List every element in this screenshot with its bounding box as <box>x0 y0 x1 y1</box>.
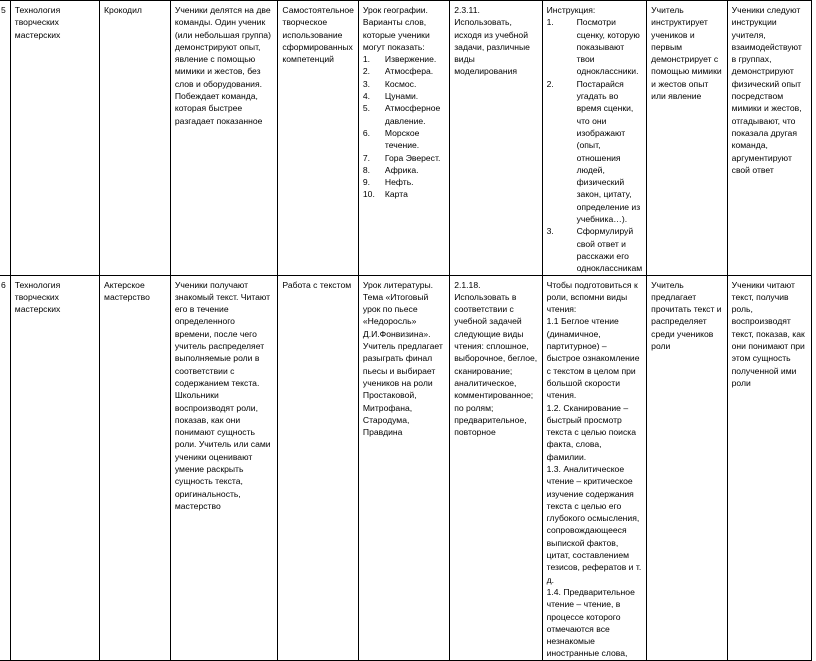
instruction-cell <box>542 1 647 276</box>
student-activity-cell: Ученики читают текст, получив роль, воспроизводят текст, показав, как они понимают при этом сущность полученной ими роли <box>727 275 811 660</box>
table-row <box>0 275 812 660</box>
example-intro: Урок географии. Варианты слов, которые ученики могут показать: <box>362 5 430 52</box>
row-number: 6 <box>0 275 10 660</box>
instruction-intro: Чтобы подготовиться к роли, вспомни виды чтения: <box>546 279 638 315</box>
skill-cell: 2.1.18. Использовать в соответствии с учебной задачей следующие виды чтения: сплошное, выборочное, беглое, сканирование; аналитическое, комментированное; по ролям; предварительное, повторное <box>450 275 542 660</box>
technology-cell: Технология творческих мастерских <box>10 275 99 660</box>
reading-type-block: 1.1 Беглое чтение (динамичное, партитурное) – быстрое ознакомление с текстом в целом при большой скорости чтения. <box>546 316 640 401</box>
list-item: 6. Морское течение. <box>362 127 420 151</box>
list-item: 8. Африка. <box>362 164 419 175</box>
reading-type-block: 1.4. Предварительное чтение – чтение, в процессе которого отмечаются все незнакомые иностранные слова, <box>546 586 635 659</box>
list-item: 3. Космос. <box>362 78 417 89</box>
teacher-activity-cell: Учитель инструктирует учеников и первым демонстрирует с помощью мимики и жестов опыт или явление <box>647 1 727 276</box>
instruction-list <box>547 16 643 274</box>
example-cell <box>358 1 449 276</box>
list-item: 3. Сформулируй свой ответ и расскажи его одноклассникам <box>546 226 643 274</box>
instruction-cell <box>542 275 647 660</box>
example-list <box>363 53 445 201</box>
teacher-activity-cell: Учитель предлагает прочитать текст и распределяет среди учеников роли <box>647 275 727 660</box>
list-item: 7. Гора Эверест. <box>362 152 441 163</box>
example-cell: Урок литературы. Тема «Итоговый урок по пьесе «Недоросль» Д.И.Фонвизина». Учитель предлагает разыграть финал пьесы и выбирает учеников на роли Простаковой, Митрофана, Стародума, Правдина <box>358 275 449 660</box>
list-item: 1. Посмотри сценку, которую показывают твои одноклассники. <box>546 17 640 77</box>
list-item: 1. Извержение. <box>362 54 437 65</box>
table-row <box>0 1 812 276</box>
list-item: 2. Атмосфера. <box>362 66 434 77</box>
reading-type-block: 1.2. Сканирование – быстрый просмотр текста с целью поиска факта, слова, фамилии. <box>546 402 636 462</box>
skill-cell: 2.3.11. Использовать, исходя из учебной задачи, различные виды моделирования <box>450 1 542 276</box>
list-item: 5. Атмосферное давление. <box>362 103 441 126</box>
list-item: 10. Карта <box>362 189 408 200</box>
competency-cell: Работа с текстом <box>278 275 358 660</box>
list-item: 9. Нефть. <box>362 177 414 188</box>
row-number: 5 <box>0 1 10 276</box>
list-item: 4. Цунами. <box>362 91 419 102</box>
student-activity-cell: Ученики следуют инструкции учителя, взаимодействуют в группах, демонстрируют физический опыт посредством мимики и жестов, отгадывают, что показала другая команда, аргументируют свой ответ <box>727 1 811 276</box>
technology-cell: Технология творческих мастерских <box>10 1 99 276</box>
competency-cell: Самостоятельное творческое использование сформированных компетенций <box>278 1 358 276</box>
method-description-cell: Ученики получают знакомый текст. Читают его в течение определенного времени, после чего учитель распределяет выполняемые роли в соответствии с содержанием текста. Школьники воспроизводят роли, показав, как они понимают сущность роли. Учитель или сами ученики оценивают умение раскрыть сущность текста, оригинальность, мастерство <box>170 275 278 660</box>
reading-type-block: 1.3. Аналитическое чтение – критическое изучение содержания текста с целью его глубокого осмысления, сопровождающееся выпиской фактов, цитат, составлением тезисов, рефератов и т. д. <box>546 463 642 585</box>
instruction-intro: Инструкция: <box>546 5 596 15</box>
method-name-cell: Актерское мастерство <box>100 275 171 660</box>
list-item: 2. Постарайся угадать во время сценки, что они изображают (опыт, отношения людей, физический закон, цитату, определение из учебника…). <box>546 78 641 225</box>
method-description-cell: Ученики делятся на две команды. Один ученик (или небольшая группа) демонстрируют опыт, явление с помощью мимики и жестов, без слов и оборудования. Побеждает команда, которая быстрее разгадает показанное <box>170 1 278 276</box>
method-name-cell: Крокодил <box>100 1 171 276</box>
